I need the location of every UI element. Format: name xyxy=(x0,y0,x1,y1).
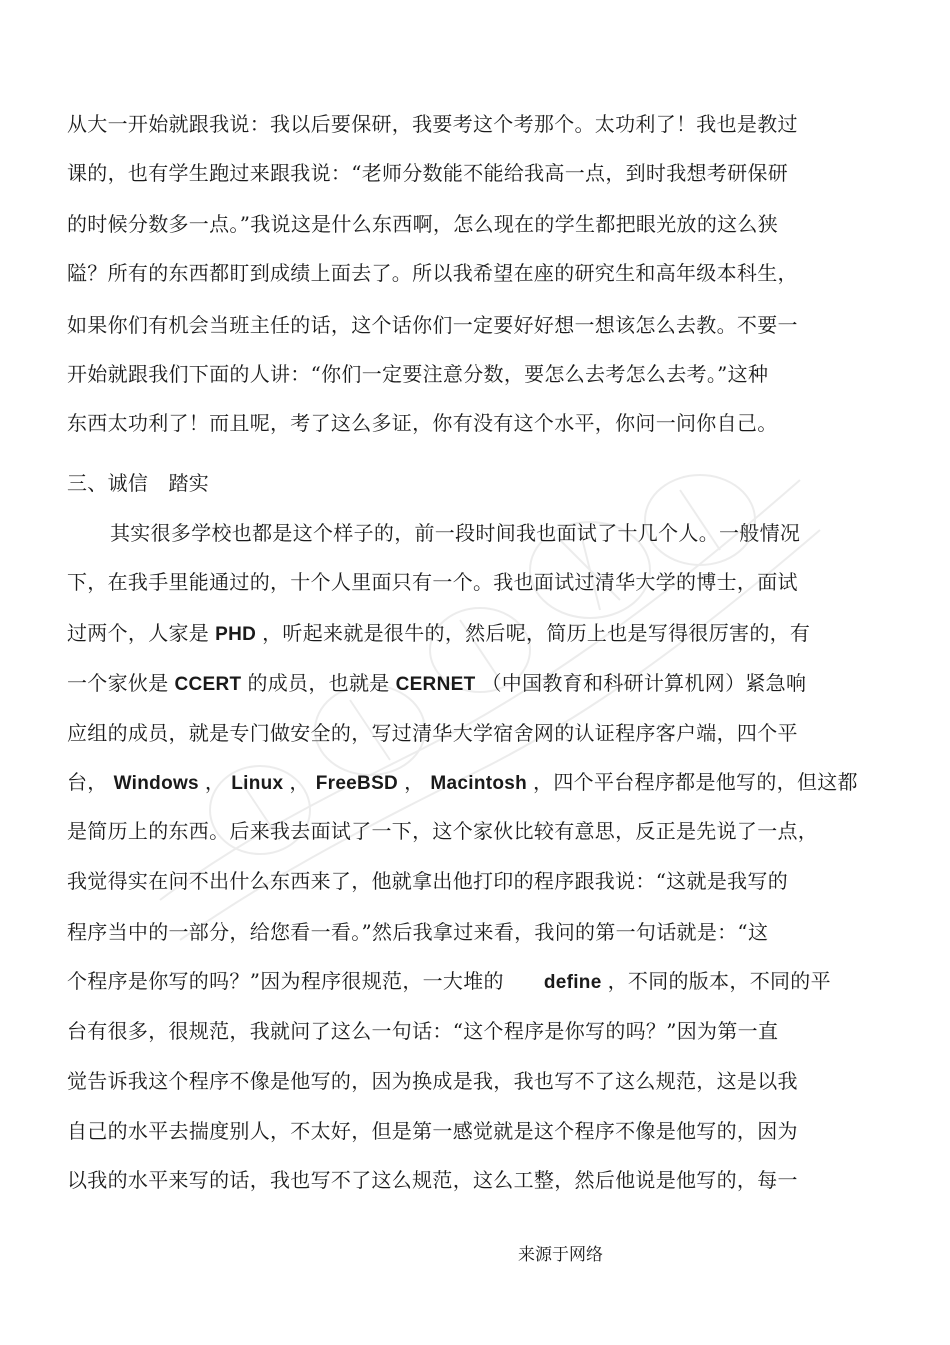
body-line-2: 课的，也有学生跑过来跟我说：“老师分数能不能给我高一点，到时我想考研保研 xyxy=(67,161,789,185)
watermark-stamp xyxy=(120,420,840,980)
text-segment: 台， xyxy=(67,770,108,794)
body-line-1: 从大一开始就跟我说：我以后要保研，我要考这个考那个。太功利了！我也是教过 xyxy=(67,112,798,136)
term-freebsd: FreeBSD xyxy=(315,773,399,794)
text-segment: 过两个，人家是 xyxy=(67,621,210,645)
text-segment: ， xyxy=(289,770,310,794)
body-line-7: 东西太功利了！而且呢，考了这么多证，你有没有这个水平，你问一问你自己。 xyxy=(67,411,778,435)
body-line-6: 开始就跟我们下面的人讲：“你们一定要注意分数，要怎么去考怎么去考。”这种 xyxy=(67,362,769,386)
text-segment: ，四个平台程序都是他写的，但这都 xyxy=(533,770,858,794)
text-segment: 的成员，也就是 xyxy=(247,671,390,695)
para2-line-11: 台有很多，很规范，我就问了这么一句话：“这个程序是你写的吗？”因为第一直 xyxy=(67,1019,779,1043)
body-line-4: 隘？所有的东西都盯到成绩上面去了。所以我希望在座的研究生和高年级本科生， xyxy=(67,261,798,285)
para2-line-10 xyxy=(67,969,831,995)
term-ccert: CCERT xyxy=(174,674,242,695)
body-line-5: 如果你们有机会当班主任的话，这个话你们一定要好好想一想该怎么去教。不要一 xyxy=(67,313,798,337)
para2-line-8: 我觉得实在问不出什么东西来了，他就拿出他打印的程序跟我说：“这就是我写的 xyxy=(67,869,789,893)
para2-line-3 xyxy=(67,621,810,647)
para2-line-12: 觉告诉我这个程序不像是他写的，因为换成是我，我也写不了这么规范，这是以我 xyxy=(67,1069,798,1093)
text-segment: ， xyxy=(204,770,226,794)
para2-line-4 xyxy=(67,671,806,697)
section-heading: 三、诚信 踏实 xyxy=(67,471,210,495)
text-segment: （中国教育和科研计算机网）紧急响 xyxy=(481,671,807,695)
page-footer-source: 来源于网络 xyxy=(518,1245,603,1265)
body-line-3: 的时候分数多一点。”我说这是什么东西啊，怎么现在的学生都把眼光放的这么狭 xyxy=(67,212,779,236)
term-windows: Windows xyxy=(113,773,199,794)
para2-line-13: 自己的水平去揣度别人，不太好，但是第一感觉就是这个程序不像是他写的，因为 xyxy=(67,1119,798,1143)
term-macintosh: Macintosh xyxy=(430,773,528,794)
para2-line-14: 以我的水平来写的话，我也写不了这么规范，这么工整，然后他说是他写的，每一 xyxy=(67,1168,798,1192)
text-segment: ，不同的版本，不同的平 xyxy=(607,969,831,993)
term-linux: Linux xyxy=(231,773,284,794)
para2-line-9: 程序当中的一部分，给您看一看。”然后我拿过来看，我问的第一句话就是：“这 xyxy=(67,920,769,944)
text-segment: 个程序是你写的吗？”因为程序很规范，一大堆的 xyxy=(67,969,504,993)
para2-line-7: 是简历上的东西。后来我去面试了一下，这个家伙比较有意思，反正是先说了一点， xyxy=(67,819,819,843)
term-cernet: CERNET xyxy=(395,674,476,695)
para2-line-6 xyxy=(67,770,858,796)
term-define: define xyxy=(543,972,602,993)
para2-line-1: 其实很多学校也都是这个样子的，前一段时间我也面试了十几个人。一般情况 xyxy=(110,521,801,545)
para2-line-2: 下，在我手里能通过的，十个人里面只有一个。我也面试过清华大学的博士，面试 xyxy=(67,570,798,594)
text-segment: ，听起来就是很牛的，然后呢，简历上也是写得很厉害的，有 xyxy=(262,621,811,645)
text-segment: 一个家伙是 xyxy=(67,671,169,695)
text-segment: ， xyxy=(404,770,425,794)
para2-line-5: 应组的成员，就是专门做安全的，写过清华大学宿舍网的认证程序客户端，四个平 xyxy=(67,721,798,745)
term-phd: PHD xyxy=(215,624,257,645)
